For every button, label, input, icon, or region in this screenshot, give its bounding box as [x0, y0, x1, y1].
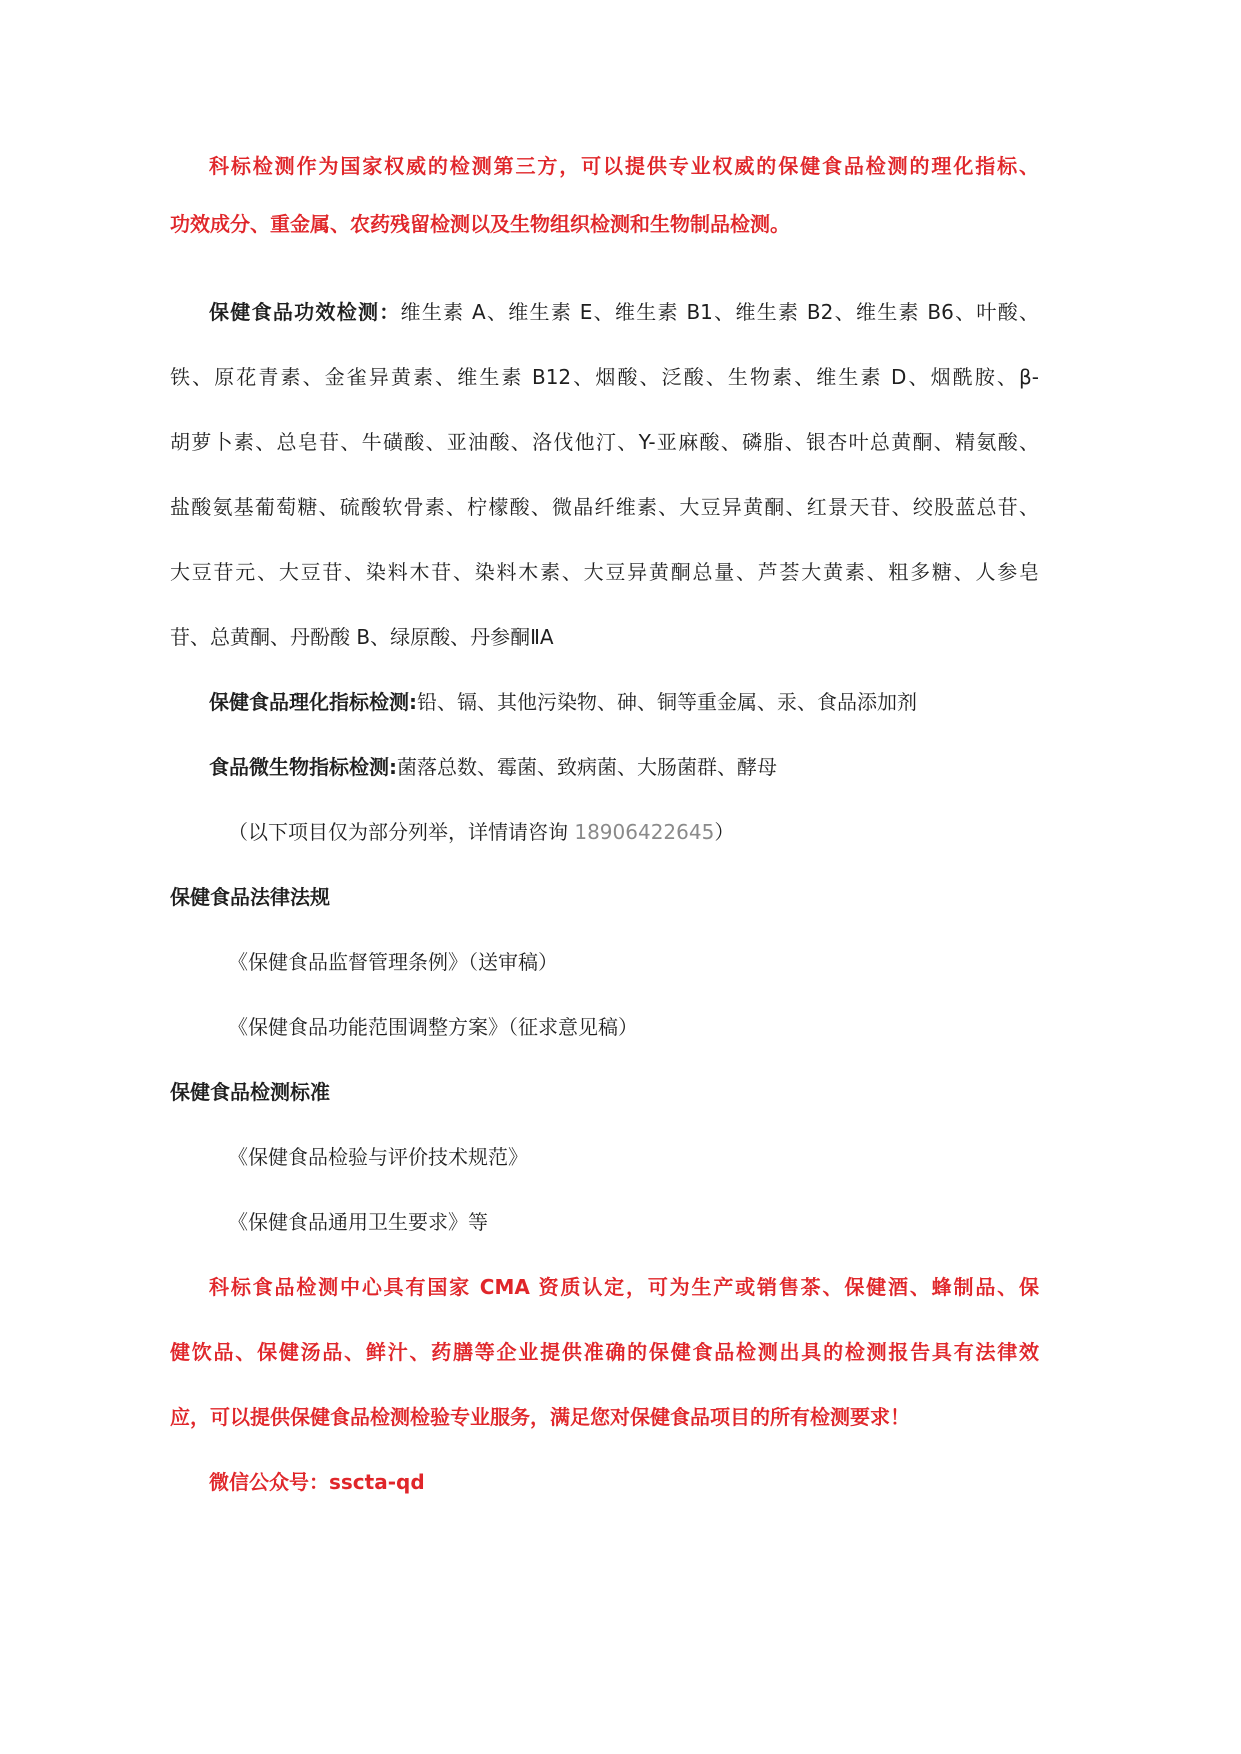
- efficacy-line-6: 苷、总黄酮、丹酚酸 B、绿原酸、丹参酮ⅡA: [170, 625, 554, 649]
- micro-line: [209, 753, 777, 781]
- efficacy-label: 保健食品功效检测：: [209, 300, 401, 324]
- efficacy-line-2: 铁、原花青素、金雀异黄素、维生素 B12、烟酸、泛酸、生物素、维生素 D、烟酰胺、β-: [170, 365, 1039, 389]
- efficacy-line-3: 胡萝卜素、总皂苷、牛磺酸、亚油酸、洛伐他汀、Y-亚麻酸、磷脂、银杏叶总黄酮、精氨酸、: [170, 430, 1039, 454]
- efficacy-line-5: 大豆苷元、大豆苷、染料木苷、染料木素、大豆异黄酮总量、芦荟大黄素、粗多糖、人参皂: [170, 560, 1039, 584]
- efficacy-text-1: 维生素 A、维生素 E、维生素 B1、维生素 B2、维生素 B6、叶酸、: [400, 300, 1040, 324]
- efficacy-line-1: [209, 298, 1039, 326]
- physchem-line: [209, 688, 917, 716]
- note-line: [228, 818, 734, 846]
- closing-line-2: 健饮品、保健汤品、鲜汁、药膳等企业提供准确的保健食品检测出具的检测报告具有法律效: [170, 1340, 1039, 1364]
- micro-text: 菌落总数、霉菌、致病菌、大肠菌群、酵母: [397, 755, 777, 779]
- laws-item-2: 《保健食品功能范围调整方案》（征求意见稿）: [228, 1015, 638, 1039]
- physchem-text: 铅、镉、其他污染物、砷、铜等重金属、汞、食品添加剂: [417, 690, 917, 714]
- standards-heading: 保健食品检测标准: [170, 1080, 330, 1104]
- intro-line-2: 功效成分、重金属、农药残留检测以及生物组织检测和生物制品检测。: [170, 212, 790, 236]
- laws-heading: 保健食品法律法规: [170, 885, 330, 909]
- efficacy-line-4: 盐酸氨基葡萄糖、硫酸软骨素、柠檬酸、微晶纤维素、大豆异黄酮、红景天苷、绞股蓝总苷、: [170, 495, 1039, 519]
- physchem-label: 保健食品理化指标检测:: [209, 690, 417, 714]
- intro-line-1: 科标检测作为国家权威的检测第三方，可以提供专业权威的保健食品检测的理化指标、: [209, 154, 1039, 178]
- closing-line-1: 科标食品检测中心具有国家 CMA 资质认定，可为生产或销售茶、保健酒、蜂制品、保: [209, 1275, 1039, 1299]
- note-suffix: ）: [714, 820, 735, 844]
- closing-line-3: 应，可以提供保健食品检测检验专业服务，满足您对保健食品项目的所有检测要求！: [170, 1405, 910, 1429]
- wechat-line: 微信公众号：sscta-qd: [209, 1470, 425, 1494]
- standards-item-2: 《保健食品通用卫生要求》等: [228, 1210, 488, 1234]
- standards-item-1: 《保健食品检验与评价技术规范》: [228, 1145, 528, 1169]
- phone-number: 18906422645: [574, 820, 715, 844]
- note-prefix: （以下项目仅为部分列举，详情请咨询: [228, 820, 575, 844]
- laws-item-1: 《保健食品监督管理条例》（送审稿）: [228, 950, 558, 974]
- micro-label: 食品微生物指标检测:: [209, 755, 397, 779]
